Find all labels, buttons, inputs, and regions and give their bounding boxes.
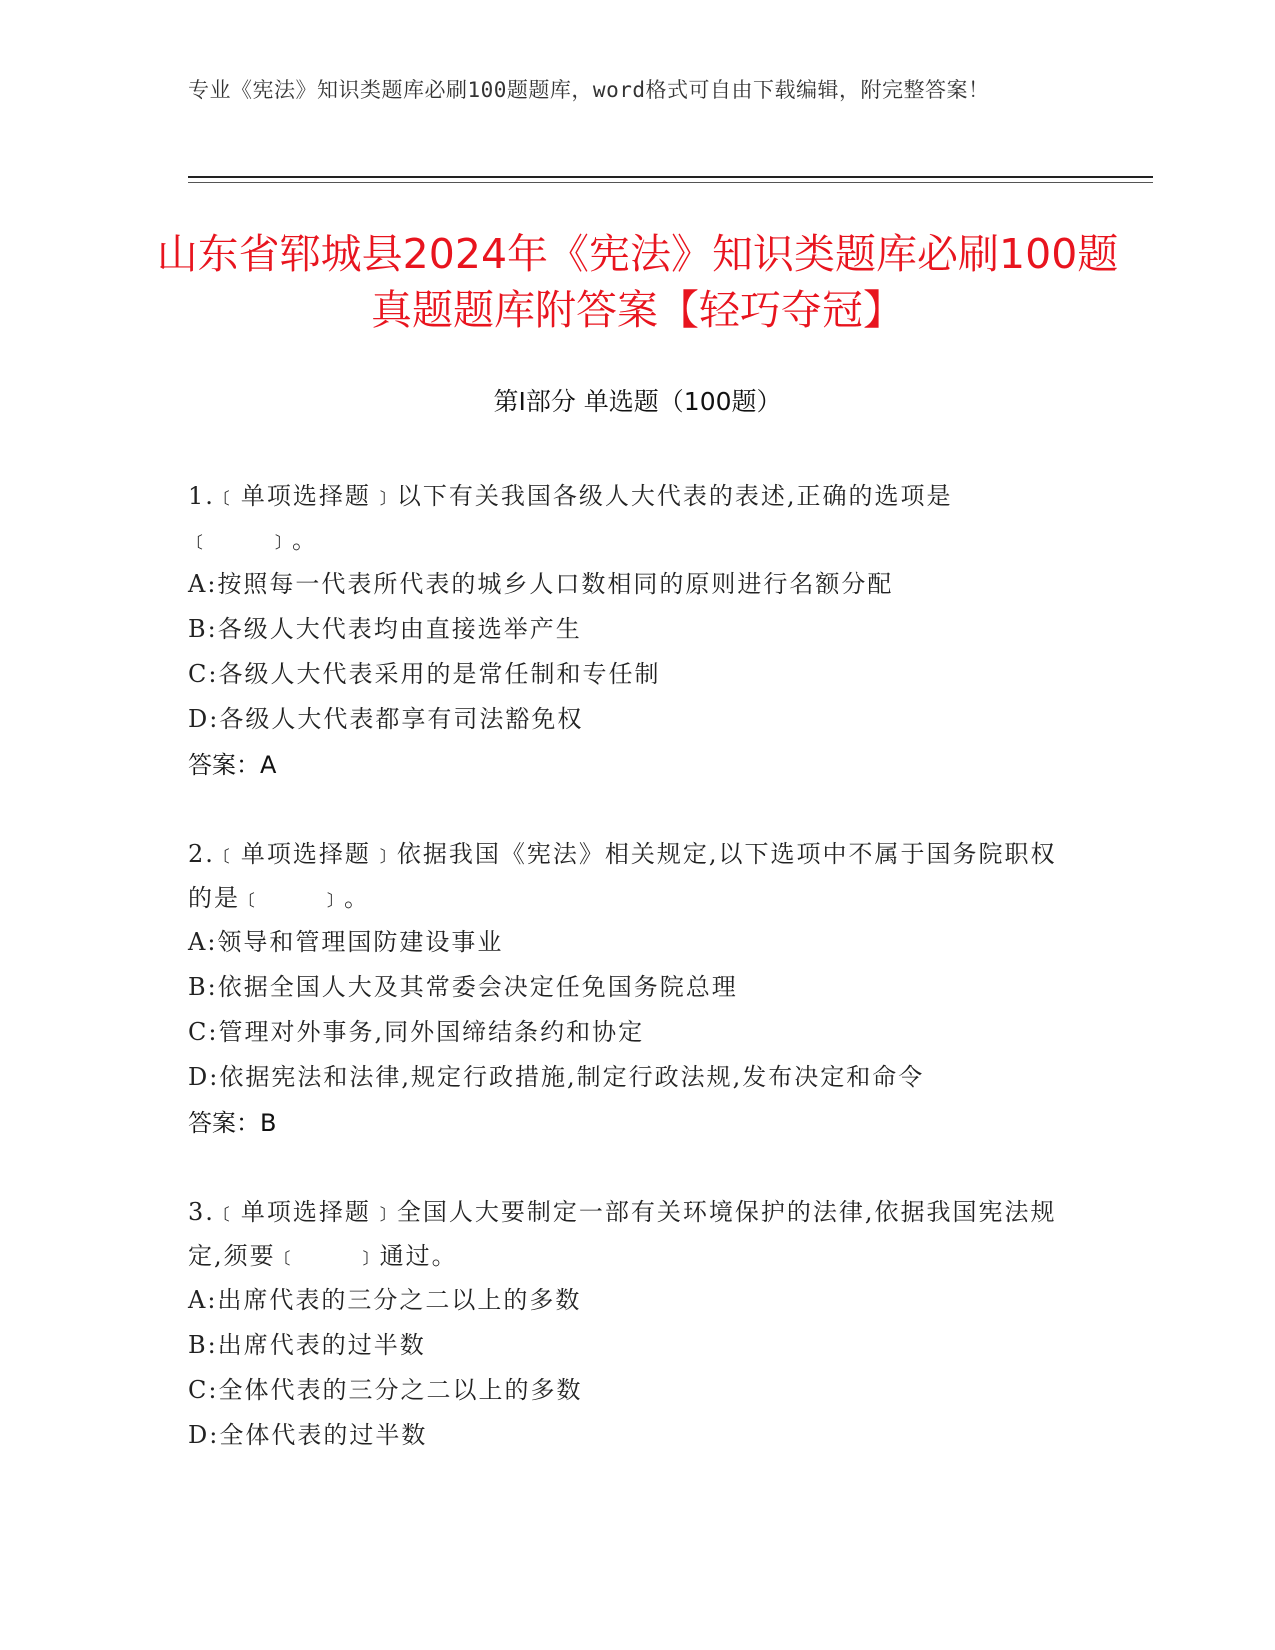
question-1 — [188, 474, 1078, 788]
header-divider-thin — [188, 182, 1153, 183]
option-c: C:各级人大代表采用的是常任制和专任制 — [188, 660, 661, 688]
question-2 — [188, 832, 1078, 1146]
option-c: C:全体代表的三分之二以上的多数 — [188, 1376, 583, 1404]
header-divider-thick — [188, 176, 1153, 178]
option-d: D:全体代表的过半数 — [188, 1421, 428, 1449]
option-b: B:依据全国人大及其常委会决定任免国务院总理 — [188, 973, 738, 1001]
question-stem: 1.﹝单项选择题﹞以下有关我国各级人大代表的表述,正确的选项是﹝ ﹞。 — [188, 482, 953, 554]
question-3 — [188, 1190, 1078, 1458]
answer: 答案：A — [188, 751, 277, 779]
answer: 答案：B — [188, 1109, 277, 1137]
question-stem: 2.﹝单项选择题﹞依据我国《宪法》相关规定,以下选项中不属于国务院职权的是﹝ ﹞。 — [188, 840, 1057, 912]
option-a: A:按照每一代表所代表的城乡人口数相同的原则进行名额分配 — [188, 570, 894, 598]
document-title: 山东省郓城县2024年《宪法》知识类题库必刷100题真题题库附答案【轻巧夺冠】 — [156, 230, 1119, 334]
option-a: A:领导和管理国防建设事业 — [188, 928, 504, 956]
option-a: A:出席代表的三分之二以上的多数 — [188, 1286, 582, 1314]
question-list — [188, 474, 1078, 1502]
section-title: 第I部分 单选题（100题） — [493, 387, 782, 416]
option-c: C:管理对外事务,同外国缔结条约和协定 — [188, 1018, 645, 1046]
header-note: 专业《宪法》知识类题库必刷100题题库，word格式可自由下载编辑，附完整答案！ — [188, 78, 990, 102]
option-d: D:依据宪法和法律,规定行政措施,制定行政法规,发布决定和命令 — [188, 1063, 925, 1091]
option-b: B:出席代表的过半数 — [188, 1331, 426, 1359]
option-d: D:各级人大代表都享有司法豁免权 — [188, 705, 584, 733]
question-stem: 3.﹝单项选择题﹞全国人大要制定一部有关环境保护的法律,依据我国宪法规定,须要﹝ ﹞通过。 — [188, 1198, 1057, 1270]
option-b: B:各级人大代表均由直接选举产生 — [188, 615, 582, 643]
